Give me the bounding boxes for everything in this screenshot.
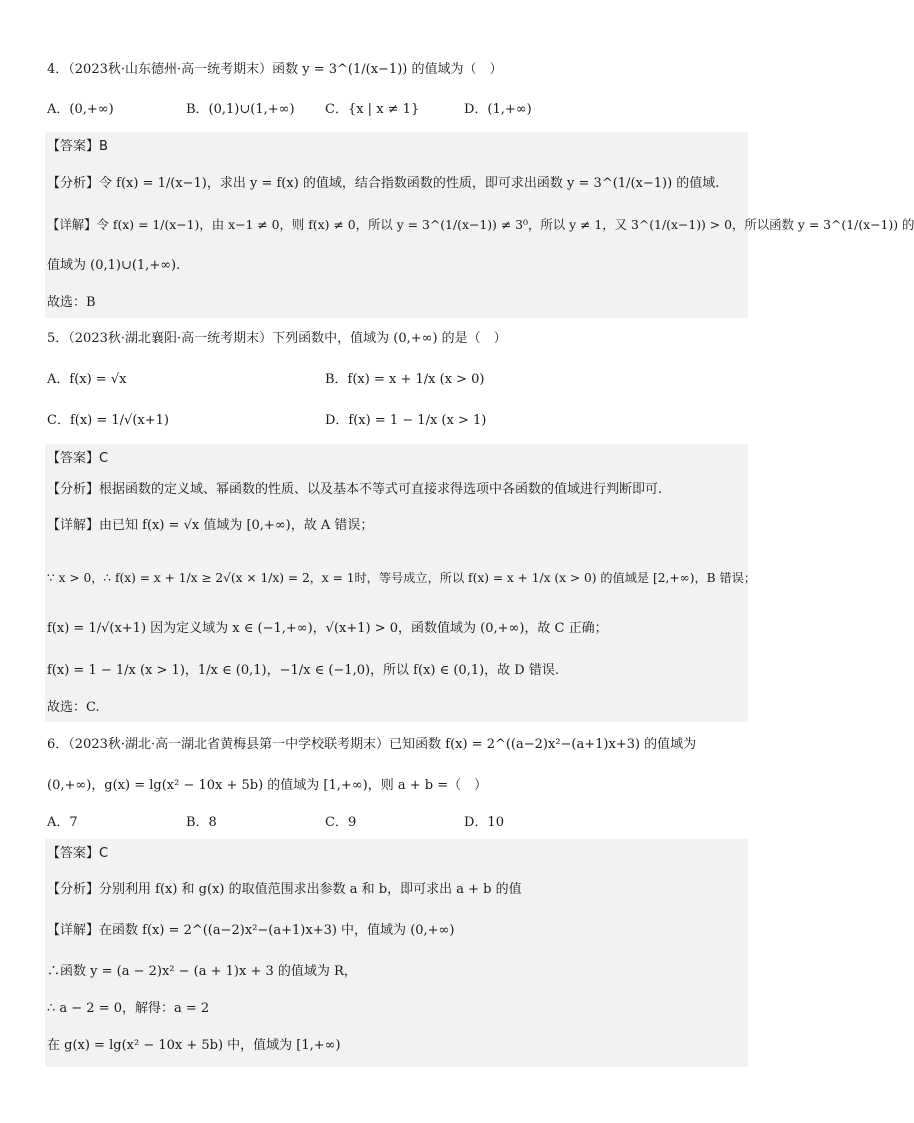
- q5-stem: 5．（2023秋·湖北襄阳·高一统考期末）下列函数中，值域为 (0,+∞) 的是（ ）: [47, 331, 507, 346]
- q4-option-b: B．(0,1)∪(1,+∞): [186, 102, 295, 117]
- q6-stem-line-2: (0,+∞)，g(x) = lg(x² − 10x + 5b) 的值域为 [1,+∞)，则 a + b =（ ）: [47, 778, 488, 793]
- q4-stem: 4．（2023秋·山东德州·高一统考期末）函数 y = 3^(1/(x−1)) 的值域为（ ）: [47, 62, 503, 77]
- q4-detail-line-1: 【详解】令 f(x) = 1/(x−1)，由 x−1 ≠ 0，则 f(x) ≠ 0，所以 y = 3^(1/(x−1)) ≠ 3⁰，所以 y ≠ 1，又 3^(1/(x−1)) > 0，所以函数 y = 3^(1/(x−1)) 的: [47, 217, 914, 232]
- q5-option-a: A．f(x) = √x: [47, 372, 127, 387]
- q5-option-d: D．f(x) = 1 − 1/x (x > 1): [325, 413, 487, 428]
- q6-answer: 【答案】C: [47, 846, 109, 861]
- q4-detail-line-2: 值域为 (0,1)∪(1,+∞).: [47, 258, 181, 273]
- q4-option-a: A．(0,+∞): [47, 102, 114, 117]
- q6-detail-line-4: 在 g(x) = lg(x² − 10x + 5b) 中，值域为 [1,+∞): [47, 1038, 341, 1053]
- q6-option-c: C．9: [325, 815, 357, 830]
- q5-choose: 故选：C.: [47, 700, 100, 715]
- q4-analysis: 【分析】令 f(x) = 1/(x−1)，求出 y = f(x) 的值域，结合指数函数的性质，即可求出函数 y = 3^(1/(x−1)) 的值域.: [47, 176, 720, 191]
- q5-answer: 【答案】C: [47, 451, 109, 466]
- q6-analysis: 【分析】分别利用 f(x) 和 g(x) 的取值范围求出参数 a 和 b，即可求出 a + b 的值: [47, 882, 522, 897]
- q4-choose: 故选：B: [47, 295, 96, 310]
- q6-stem-line-1: 6．（2023秋·湖北·高一湖北省黄梅县第一中学校联考期末）已知函数 f(x) = 2^((a−2)x²−(a+1)x+3) 的值域为: [47, 737, 697, 752]
- q5-analysis: 【分析】根据函数的定义域、幂函数的性质、以及基本不等式可直接求得选项中各函数的值域进行判断即可.: [47, 482, 663, 497]
- q6-detail-line-2: ∴函数 y = (a − 2)x² − (a + 1)x + 3 的值域为 R，: [47, 964, 357, 979]
- q6-solution-box: [45, 839, 748, 1067]
- q4-option-c: C．{x | x ≠ 1}: [325, 102, 420, 117]
- q5-detail-line-3: f(x) = 1/√(x+1) 因为定义域为 x ∈ (−1,+∞)，√(x+1) > 0，函数值域为 (0,+∞)，故 C 正确；: [47, 621, 608, 636]
- q4-option-d: D．(1,+∞): [464, 102, 532, 117]
- q5-detail-line-4: f(x) = 1 − 1/x (x > 1)，1/x ∈ (0,1)，−1/x ∈ (−1,0)，所以 f(x) ∈ (0,1)，故 D 错误.: [47, 663, 559, 678]
- q5-detail-line-2: ∵ x > 0，∴ f(x) = x + 1/x ≥ 2√(x × 1/x) = 2，x = 1时，等号成立，所以 f(x) = x + 1/x (x > 0) 的值域是 [2,+∞)，B 错误；: [47, 571, 757, 585]
- q6-detail-line-3: ∴ a − 2 = 0，解得：a = 2: [47, 1001, 210, 1016]
- q5-option-b: B．f(x) = x + 1/x (x > 0): [325, 372, 485, 387]
- q5-option-c: C．f(x) = 1/√(x+1): [47, 413, 169, 428]
- q6-option-a: A．7: [47, 815, 78, 830]
- q6-detail-line-1: 【详解】在函数 f(x) = 2^((a−2)x²−(a+1)x+3) 中，值域为 (0,+∞): [47, 923, 455, 938]
- q6-option-b: B．8: [186, 815, 217, 830]
- q6-option-d: D．10: [464, 815, 504, 830]
- q4-answer: 【答案】B: [47, 139, 108, 154]
- q5-detail-line-1: 【详解】由已知 f(x) = √x 值域为 [0,+∞)，故 A 错误；: [47, 518, 374, 533]
